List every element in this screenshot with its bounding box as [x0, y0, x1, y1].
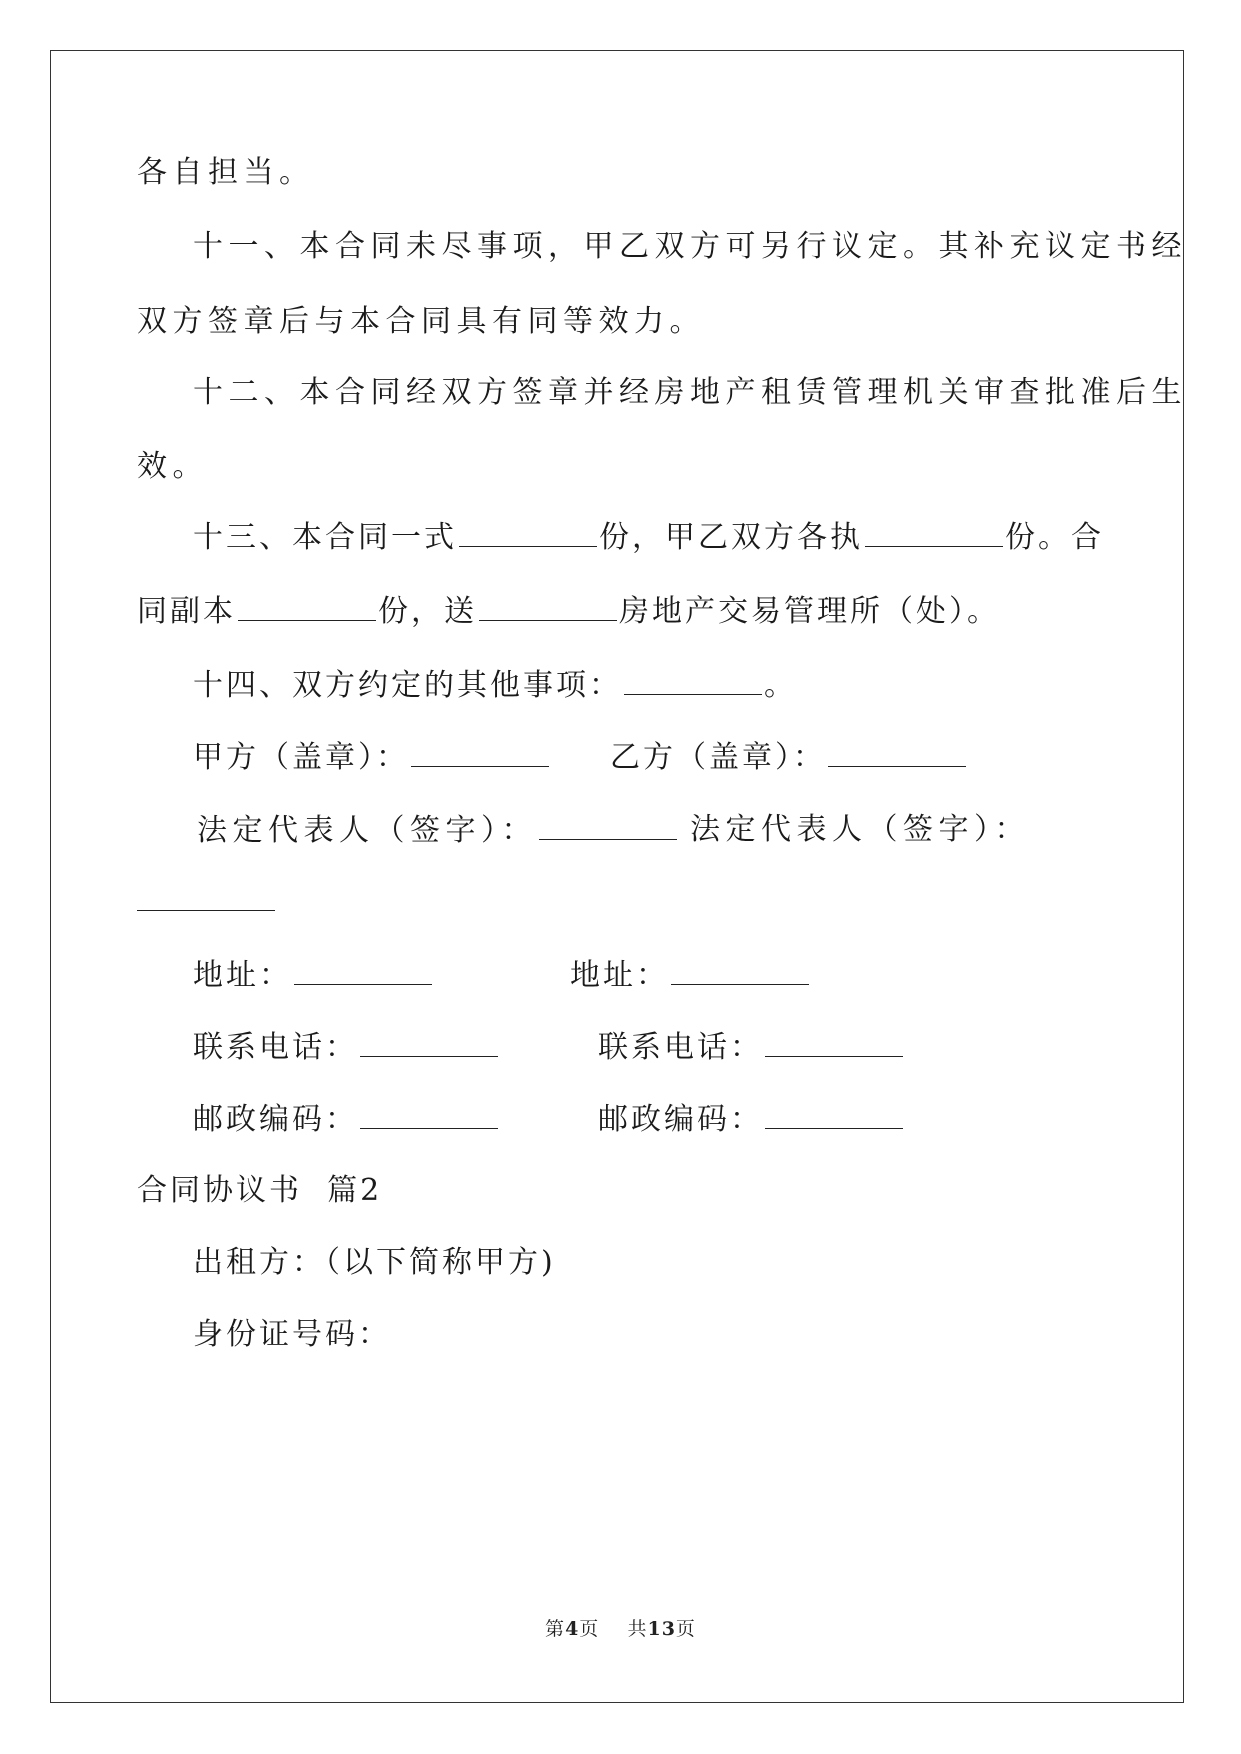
- address-a-label: 地址：: [193, 958, 292, 993]
- copies-blank[interactable]: [459, 522, 597, 547]
- legal-rep-b-label: 法定代表人（签字）：: [690, 812, 1030, 847]
- clause-14: [193, 670, 797, 701]
- lessor-line: 出租方：（以下简称甲方): [193, 1245, 556, 1280]
- paragraph-end: 各自担当。: [137, 155, 315, 190]
- clause-13-line-1: [193, 522, 1104, 553]
- agency-blank[interactable]: [479, 596, 617, 621]
- clause-14-text: 十四、双方约定的其他事项：: [193, 668, 622, 703]
- footer-mid: 页 共: [579, 1618, 648, 1640]
- legal-rep-b: [135, 886, 277, 917]
- postcode-b-label: 邮政编码：: [598, 1102, 763, 1137]
- phone-a-blank[interactable]: [360, 1032, 498, 1057]
- clause-12-line-2: 效。: [137, 449, 208, 484]
- phone-b: [598, 1032, 905, 1063]
- footer-total-pages: 13: [647, 1618, 676, 1640]
- footer-prefix: 第: [545, 1618, 566, 1640]
- postcode-b: [598, 1104, 905, 1135]
- postcode-a-label: 邮政编码：: [193, 1102, 358, 1137]
- party-b-seal-blank[interactable]: [828, 742, 966, 767]
- phone-b-label: 联系电话：: [598, 1030, 763, 1065]
- clause-12-line-1: 十二、本合同经双方签章并经房地产租赁管理机关审查批准后生: [193, 375, 1187, 410]
- legal-rep-a-label: 法定代表人（签字）：: [197, 813, 537, 848]
- party-a-seal-blank[interactable]: [411, 742, 549, 767]
- clause-13-text-b: 份，甲乙双方各执: [599, 520, 863, 555]
- address-a-blank[interactable]: [294, 960, 432, 985]
- section-title: 合同协议书 篇2: [137, 1173, 383, 1208]
- clause-13-text-c: 份。合: [1005, 520, 1104, 555]
- legal-rep-a: [197, 815, 679, 846]
- postcode-a-blank[interactable]: [360, 1104, 498, 1129]
- legal-rep-b-blank[interactable]: [137, 886, 275, 911]
- footer-suffix: 页: [675, 1618, 696, 1640]
- clause-13-text-a: 十三、本合同一式: [193, 520, 457, 555]
- legal-rep-a-blank[interactable]: [539, 815, 677, 840]
- clause-11-line-1: 十一、本合同未尽事项，甲乙双方可另行议定。其补充议定书经: [193, 229, 1187, 264]
- footer-page-number: 4: [565, 1618, 580, 1640]
- clause-13-line-2: [137, 596, 1000, 627]
- address-b: [570, 960, 811, 991]
- address-b-blank[interactable]: [671, 960, 809, 985]
- clause-13-text-d: 同副本: [137, 594, 236, 629]
- page-border: [50, 50, 1184, 1703]
- postcode-b-blank[interactable]: [765, 1104, 903, 1129]
- postcode-a: [193, 1104, 500, 1135]
- id-number-line: 身份证号码：: [193, 1317, 391, 1352]
- other-matters-blank[interactable]: [624, 670, 762, 695]
- address-b-label: 地址：: [570, 958, 669, 993]
- page-footer: [0, 1614, 1241, 1641]
- party-a-seal: [193, 742, 551, 773]
- clause-14-end: 。: [764, 668, 797, 703]
- phone-a-label: 联系电话：: [193, 1030, 358, 1065]
- party-b-seal-label: 乙方（盖章）：: [610, 740, 826, 775]
- clause-13-text-f: 房地产交易管理所（处）。: [619, 594, 1000, 629]
- copies-each-blank[interactable]: [865, 522, 1003, 547]
- clause-11-line-2: 双方签章后与本合同具有同等效力。: [137, 304, 705, 339]
- clause-13-text-e: 份，送: [378, 594, 477, 629]
- phone-a: [193, 1032, 500, 1063]
- phone-b-blank[interactable]: [765, 1032, 903, 1057]
- party-b-seal: [610, 742, 968, 773]
- party-a-seal-label: 甲方（盖章）：: [193, 740, 409, 775]
- duplicate-copies-blank[interactable]: [238, 596, 376, 621]
- address-a: [193, 960, 434, 991]
